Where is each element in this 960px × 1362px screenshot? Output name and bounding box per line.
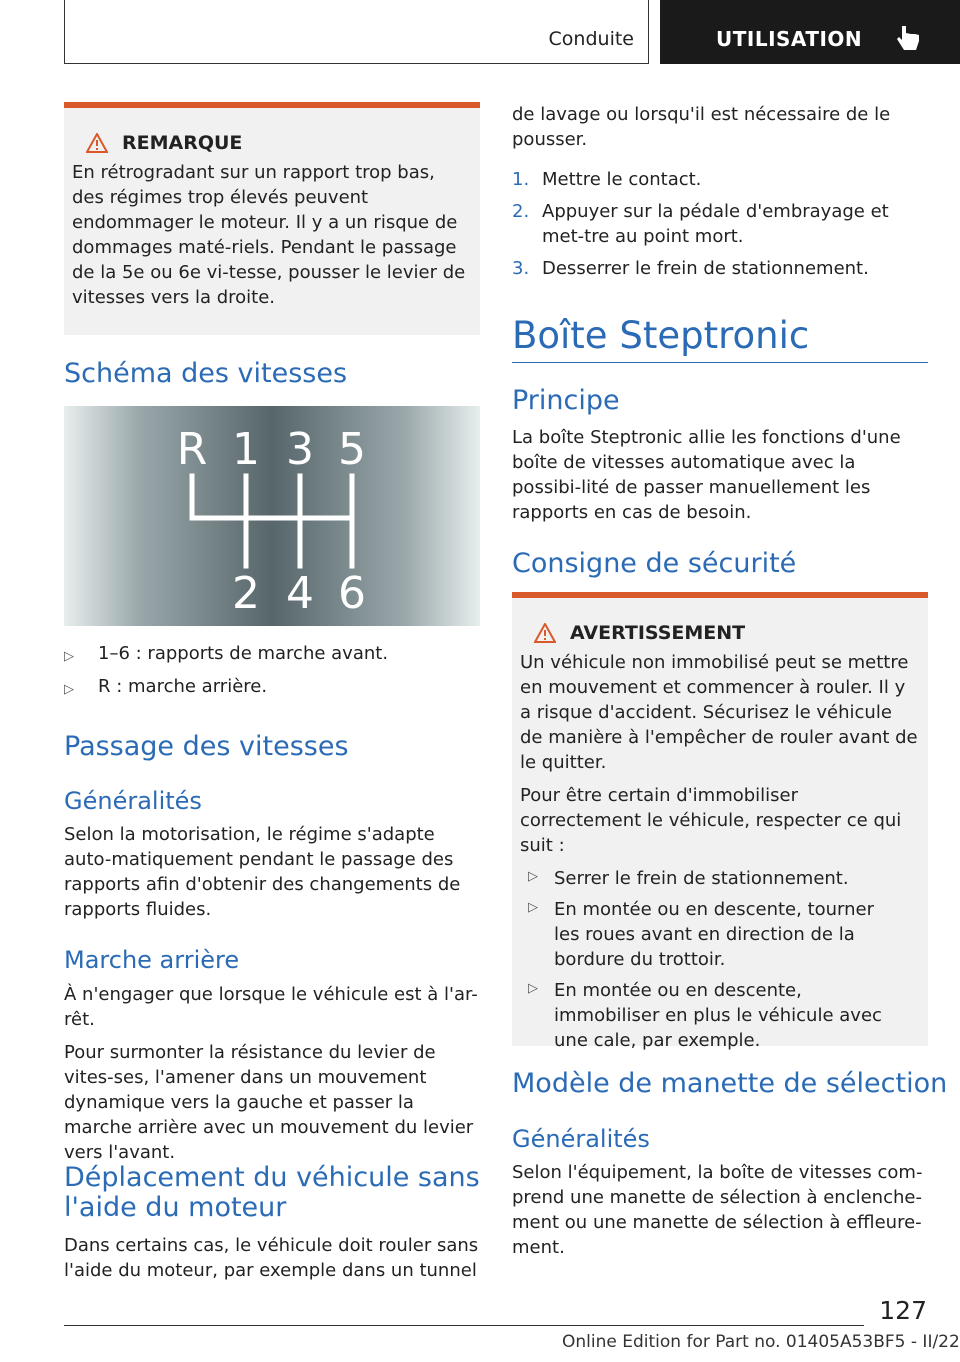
avertissement-p1: Un véhicule non immobilisé peut se mettre en mouvement et commencer à rouler. Il y a risque d'accident. Sécurisez le véhicule de manière à l'empêcher de rouler avant de le quitter. [520, 652, 918, 773]
gear-shift-diagram [64, 406, 480, 626]
step-3: 3. Desserrer le frein de stationnement. [512, 258, 869, 279]
gear-label-5: 5 [338, 424, 366, 475]
remarque-text: En rétrogradant sur un rapport trop bas, des régimes trop élevés peuvent endommager le moteur. Il y a un risque de dommages maté-riels. Pendant le passage de la 5e ou 6e vi-tesse, pousser le levier de vitesses vers la droite. [72, 162, 466, 308]
modele-heading: Modèle de manette de sélection [512, 1068, 948, 1099]
avertissement-bullet-2: ▷ En montée ou en descente, tourner les roues avant en direction de la bordure du trottoir. [528, 899, 875, 970]
avertissement-bullet-3: ▷ En montée ou en descente, immobiliser en plus le véhicule avec une cale, par exemple. [528, 980, 882, 1051]
marche-arriere-title: Marche arrière [64, 946, 240, 974]
schema-bullet-1: ▷ 1–6 : rapports de marche avant. [64, 641, 480, 669]
generalites-title: Généralités [64, 787, 202, 815]
hand-pointer-icon [896, 24, 922, 54]
avertissement-notice [512, 592, 928, 1051]
bullet-triangle-icon: ▷ [528, 900, 538, 915]
step-2: 2. Appuyer sur la pédale d'embrayage et met-tre au point mort. [512, 201, 889, 247]
avertissement-bullet-1: ▷ Serrer le frein de stationnement. [528, 868, 849, 889]
bullet-triangle-icon: ▷ [64, 649, 74, 664]
modele-generalites-title: Généralités [512, 1125, 650, 1153]
header-chapter: Conduite [548, 28, 634, 50]
gear-label-r: R [176, 424, 208, 475]
right-intro-text: de lavage ou lorsqu'il est nécessaire de le pousser. [512, 104, 891, 150]
deplacement-text: Dans certains cas, le véhicule doit rouler sans l'aide du moteur, par exemple dans un tunnel [64, 1235, 479, 1281]
steptronic-heading: Boîte Steptronic [512, 314, 810, 357]
deplacement-heading: Déplacement du véhicule sans l'aide du moteur [64, 1162, 480, 1223]
marche-arriere-p1: À n'engager que lorsque le véhicule est à l'ar-rêt. [64, 984, 478, 1030]
consigne-title: Consigne de sécurité [512, 548, 797, 579]
page-number: 127 [879, 1296, 927, 1325]
marche-arriere-p2: Pour surmonter la résistance du levier de vites-ses, l'amener dans un mouvement dynamique vers la gauche et passer la marche arrière avec un mouvement du levier vers l'avant. [64, 1042, 474, 1163]
schema-bullet-2: ▷ R : marche arrière. [64, 674, 480, 702]
remarque-notice [64, 102, 480, 335]
generalites-text: Selon la motorisation, le régime s'adapte auto-matiquement pendant le passage des rapports afin d'obtenir des changements de rapports fluides. [64, 824, 461, 920]
principe-text: La boîte Steptronic allie les fonctions d'une boîte de vitesses automatique avec la possibi-lité de passer manuellement les rapports en cas de besoin. [512, 427, 901, 523]
bullet-triangle-icon: ▷ [528, 869, 538, 884]
remarque-title: REMARQUE [122, 132, 243, 154]
principe-title: Principe [512, 385, 620, 416]
footer-edition: Online Edition for Part no. 01405A53BF5 - II/22 [562, 1332, 960, 1352]
bullet-triangle-icon: ▷ [528, 981, 538, 996]
warning-icon [86, 133, 108, 153]
schema-heading: Schéma des vitesses [64, 358, 348, 389]
modele-text: Selon l'équipement, la boîte de vitesses com-prend une manette de sélection à enclenche-ment ou une manette de sélection à effleure-ment. [512, 1162, 923, 1258]
gear-label-4: 4 [286, 568, 314, 619]
header-section: UTILISATION [716, 27, 863, 51]
gear-label-1: 1 [232, 424, 260, 475]
steptronic-heading-rule [512, 362, 928, 363]
gear-pattern-icon [64, 406, 480, 626]
gear-label-2: 2 [232, 568, 260, 619]
footer-rule [64, 1325, 864, 1326]
header-chapter-box [64, 0, 649, 64]
gear-label-3: 3 [286, 424, 314, 475]
warning-icon [534, 623, 556, 643]
header-section-box [660, 0, 960, 64]
passage-heading: Passage des vitesses [64, 731, 349, 762]
gear-label-6: 6 [338, 568, 366, 619]
bullet-triangle-icon: ▷ [64, 682, 74, 697]
avertissement-title: AVERTISSEMENT [570, 622, 746, 644]
step-1: 1. Mettre le contact. [512, 169, 702, 190]
avertissement-p2: Pour être certain d'immobiliser correctement le véhicule, respecter ce qui suit : [520, 785, 902, 856]
